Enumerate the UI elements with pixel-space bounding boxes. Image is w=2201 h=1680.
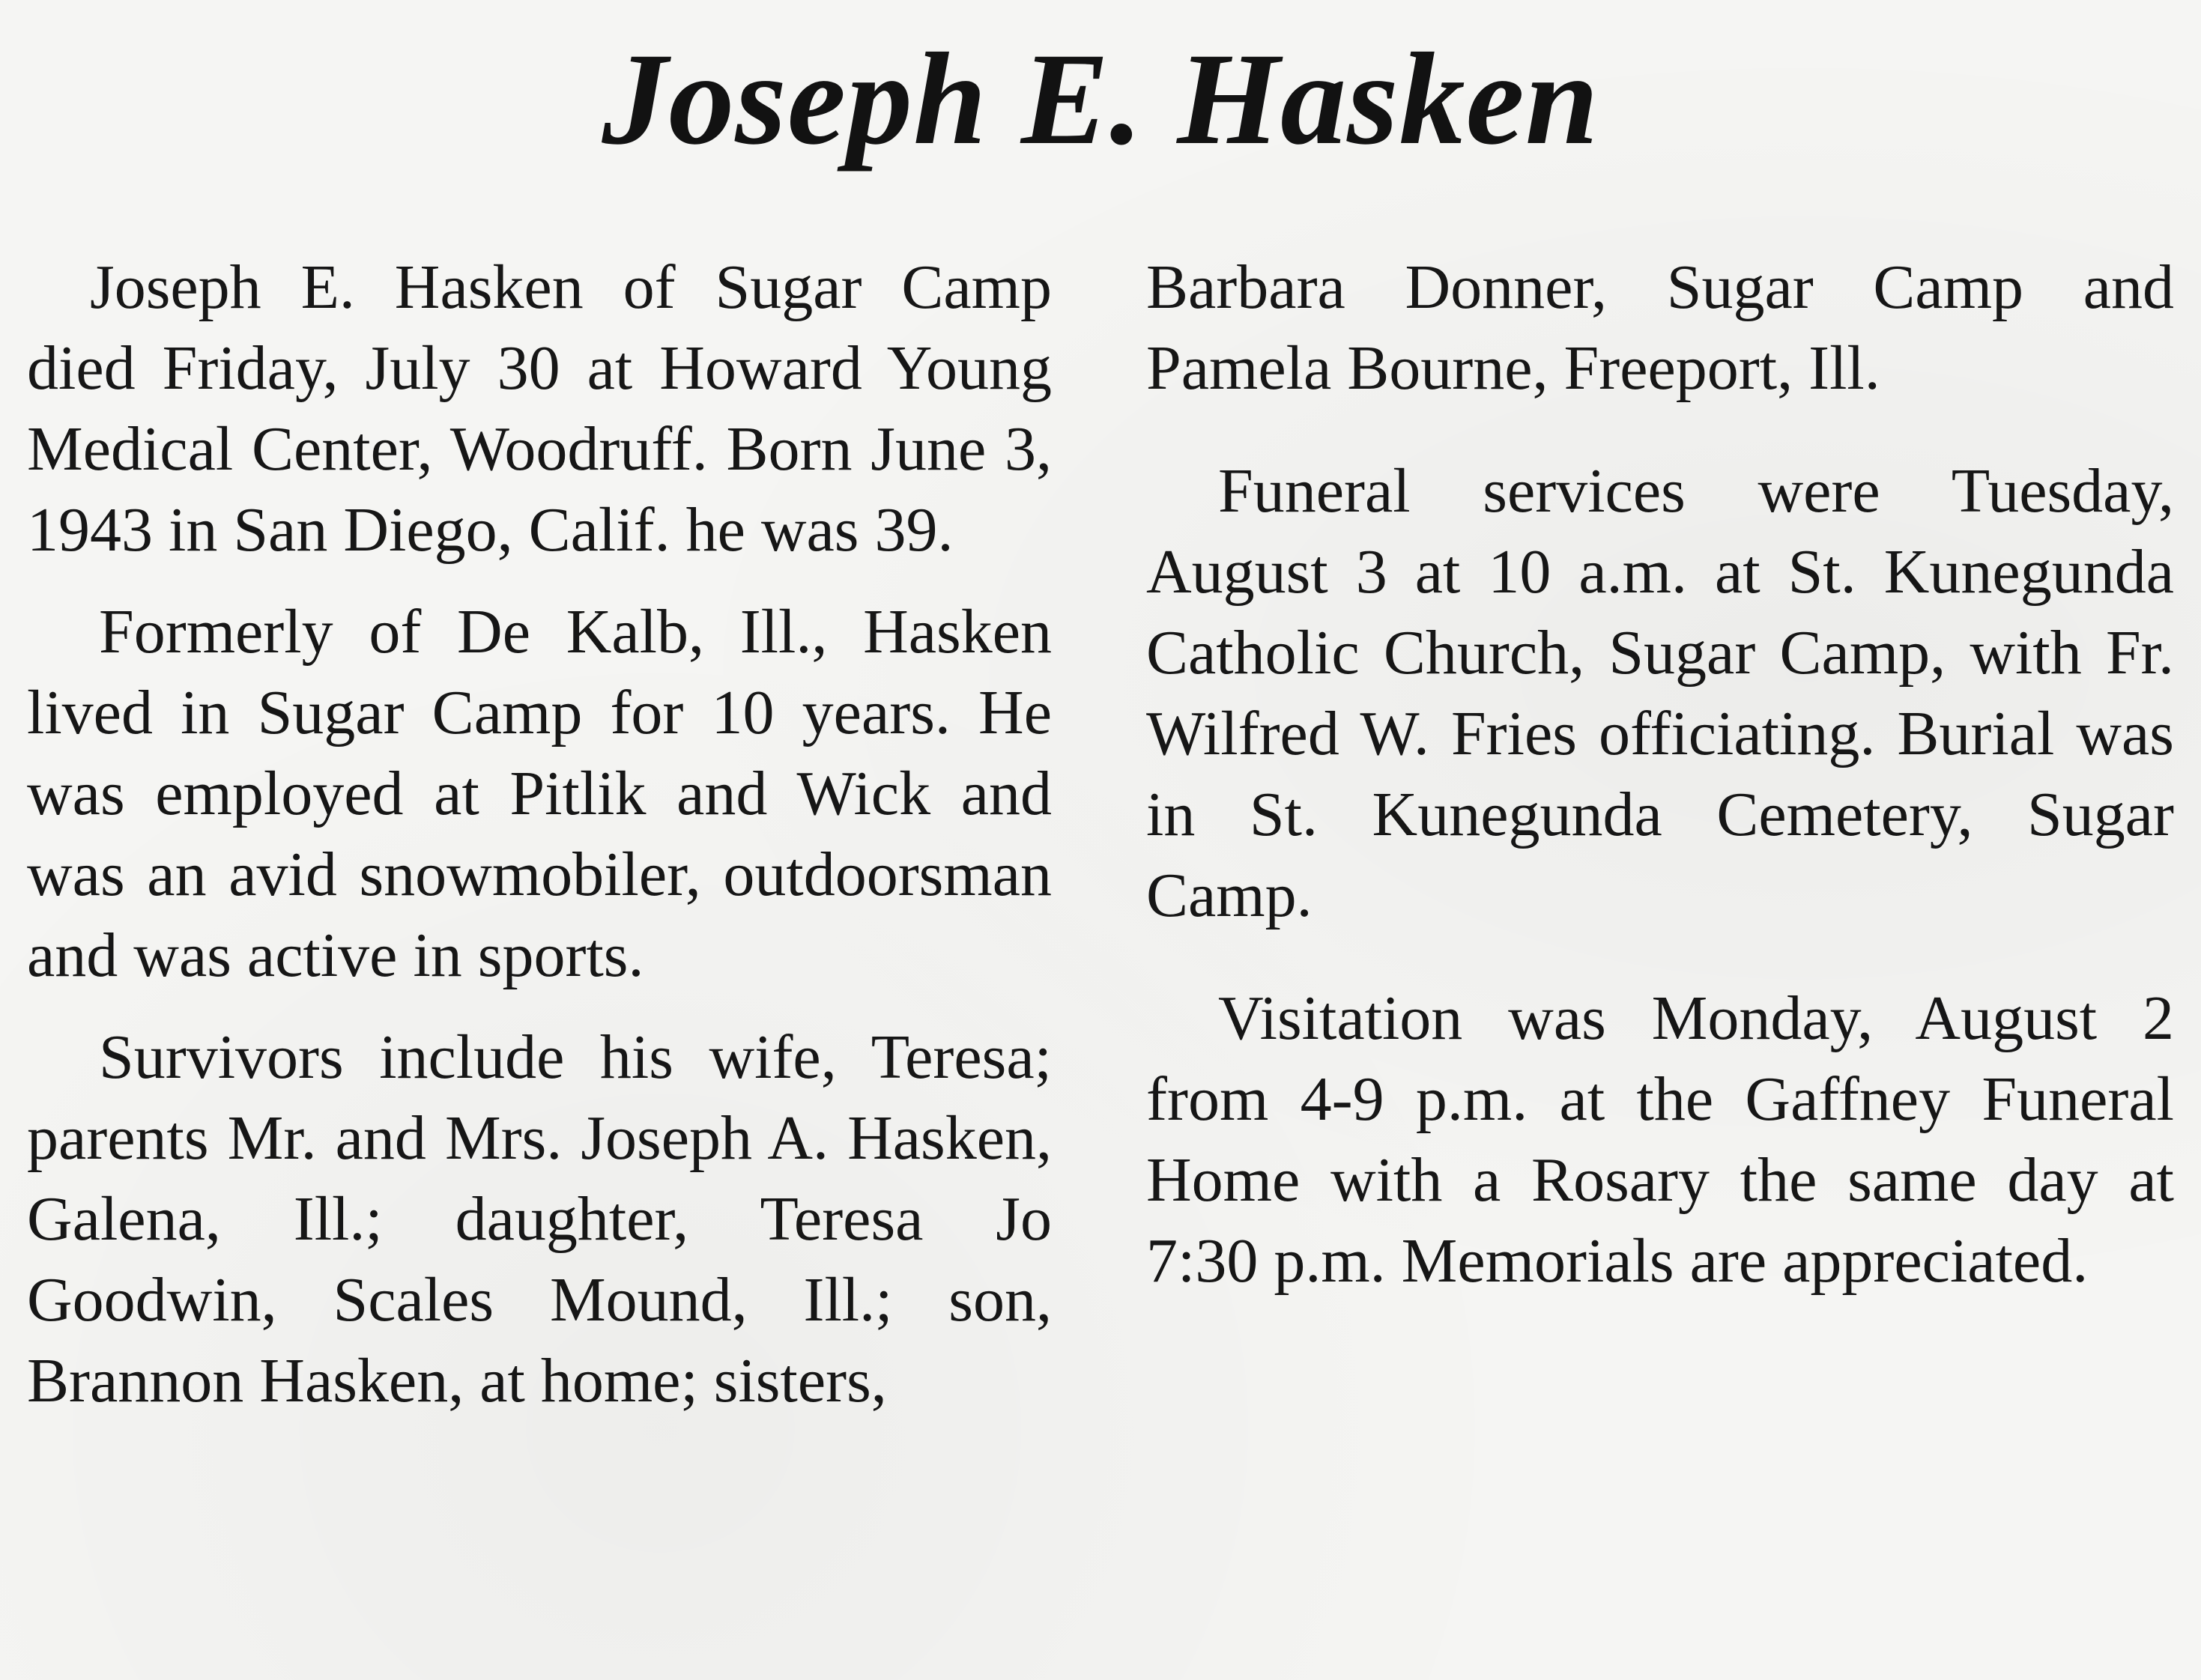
right-column (1146, 247, 2174, 1302)
obituary-headline: Joseph E. Hasken (602, 26, 1599, 172)
paragraph-funeral-services: Funeral services were Tuesday, August 3 at 10 a.m. at St. Kunegunda Catholic Church, Sugar Camp, with Fr. Wilfred W. Fries officiating. Burial was in St. Kunegunda Cemetery, Sugar Camp. (1146, 456, 2174, 930)
paragraph-visitation: Visitation was Monday, August 2 from 4-9 p.m. at the Gaffney Funeral Home with a Rosary the same day at 7:30 p.m. Memorials are appreciated. (1146, 983, 2174, 1296)
paragraph-survivors-continued: Barbara Donner, Sugar Camp and Pamela Bourne, Freeport, Ill. (1146, 252, 2174, 403)
left-column (27, 247, 1052, 1422)
paragraph-biography: Formerly of De Kalb, Ill., Hasken lived in Sugar Camp for 10 years. He was employed at Pitlik and Wick and was an avid snowmobiler, outdoorsman and was active in sports. (27, 597, 1052, 990)
paragraph-death-notice: Joseph E. Hasken of Sugar Camp died Friday, July 30 at Howard Young Medical Center, Woodruff. Born June 3, 1943 in San Diego, Calif. he was 39. (27, 252, 1052, 565)
paragraph-survivors: Survivors include his wife, Teresa; parents Mr. and Mrs. Joseph A. Hasken, Galena, Ill.; daughter, Teresa Jo Goodwin, Scales Mound, Ill.; son, Brannon Hasken, at home; sisters, (27, 1022, 1052, 1416)
